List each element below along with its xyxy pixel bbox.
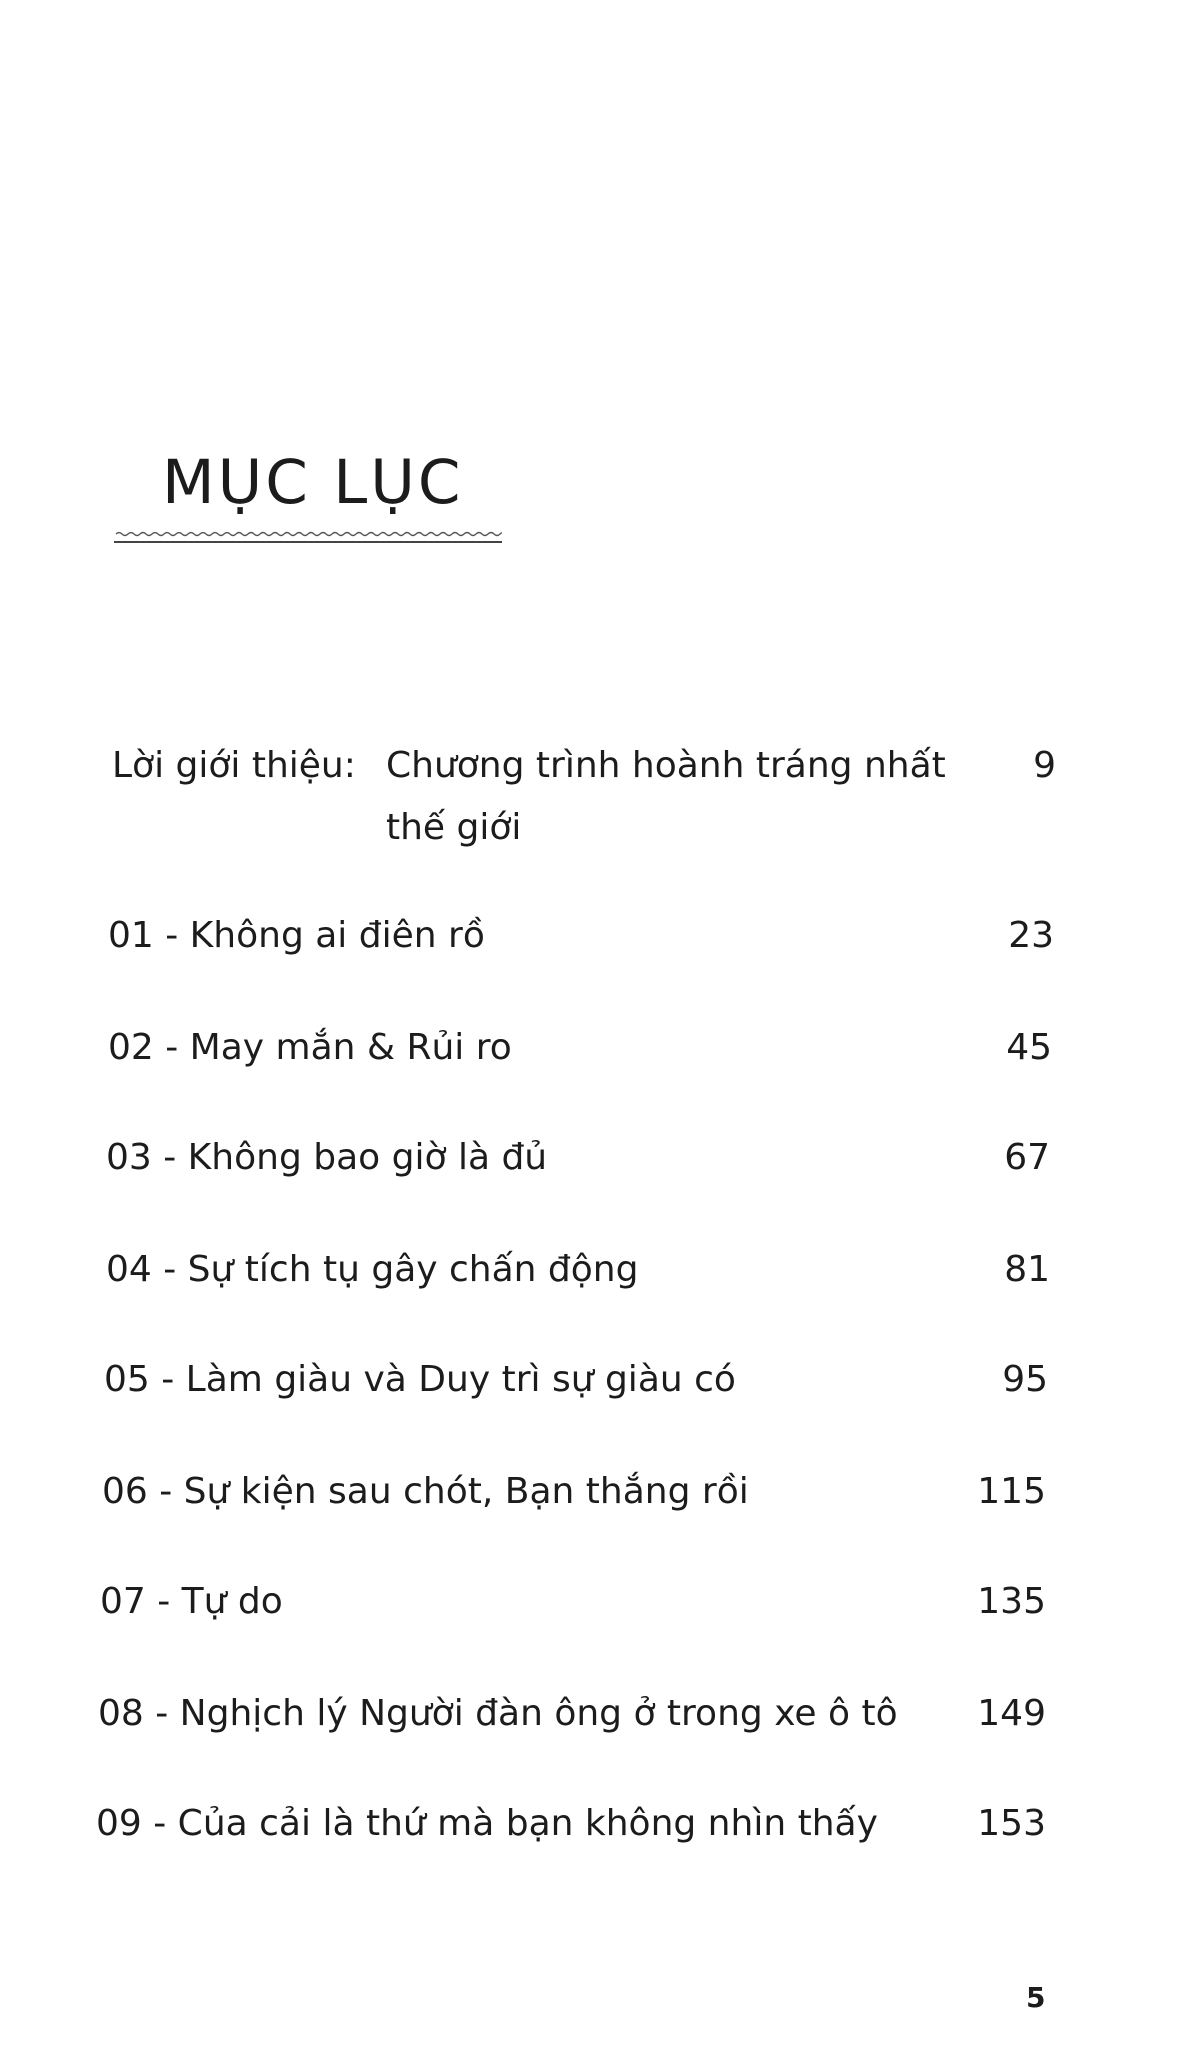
toc-entry-page: 67 — [1004, 1137, 1050, 1178]
intro-page-number: 9 — [1033, 745, 1056, 786]
toc-entry-page: 23 — [1008, 915, 1054, 956]
toc-entry-page: 149 — [977, 1693, 1046, 1734]
toc-entry-page: 95 — [1002, 1359, 1048, 1400]
page-title: MỤC LỤC — [162, 447, 464, 518]
toc-entry-title: 09 - Của cải là thứ mà bạn không nhìn thấy — [96, 1803, 878, 1844]
toc-entry-page: 45 — [1006, 1027, 1052, 1068]
toc-entry-title: 08 - Nghịch lý Người đàn ông ở trong xe ô tô — [98, 1693, 898, 1734]
intro-title-line-2: thế giới — [386, 807, 522, 848]
toc-entry-page: 135 — [977, 1581, 1046, 1622]
toc-entry-title: 01 - Không ai điên rồ — [108, 915, 485, 956]
toc-entry-title: 02 - May mắn & Rủi ro — [108, 1027, 512, 1068]
intro-label: Lời giới thiệu: — [112, 745, 356, 786]
toc-entry-page: 115 — [977, 1471, 1046, 1512]
toc-entry-title: 03 - Không bao giờ là đủ — [106, 1137, 548, 1178]
toc-entry-title: 04 - Sự tích tụ gây chấn động — [106, 1249, 639, 1290]
toc-entry-page: 153 — [977, 1803, 1046, 1844]
toc-entry-title: 05 - Làm giàu và Duy trì sự giàu có — [104, 1359, 736, 1400]
intro-title-line-1: Chương trình hoành tráng nhất — [386, 745, 946, 786]
toc-entry-page: 81 — [1004, 1249, 1050, 1290]
toc-entry-title: 06 - Sự kiện sau chót, Bạn thắng rồi — [102, 1471, 749, 1512]
page-number: 5 — [1026, 1981, 1046, 2014]
toc-entry-title: 07 - Tự do — [100, 1581, 283, 1622]
